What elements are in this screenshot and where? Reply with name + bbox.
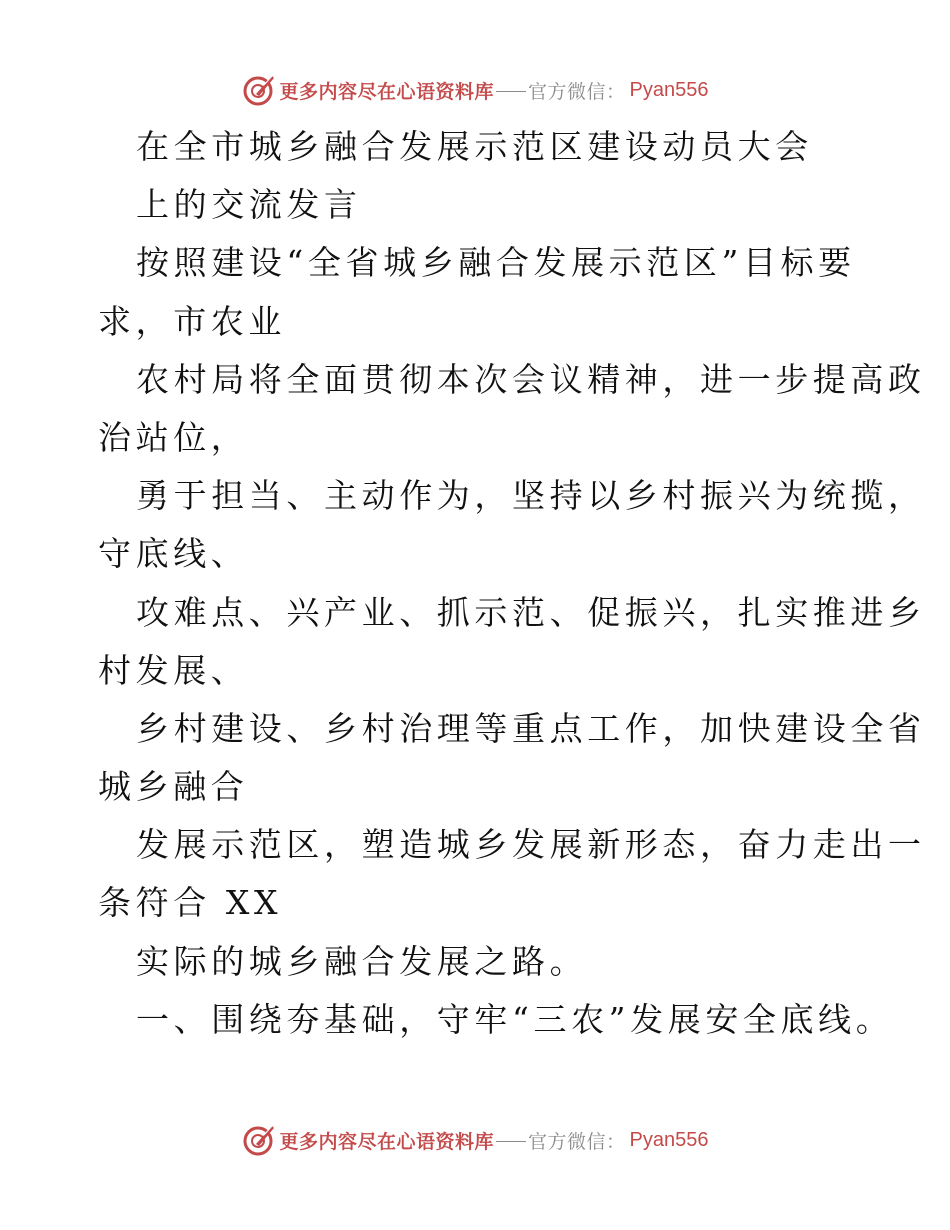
- text-line: 实际的城乡融合发展之路。: [136, 941, 588, 981]
- wechat-label: 官方微信：: [528, 80, 626, 103]
- text-line: 村发展、: [98, 650, 249, 690]
- text-line: 勇于担当、主动作为，坚持以乡村振兴为统揽，: [136, 476, 926, 516]
- brand-text: 更多内容尽在心语资料库: [279, 80, 495, 103]
- text-line: 乡村建设、乡村治理等重点工作，加快建设全省: [136, 708, 926, 748]
- text-line: 农村局将全面贯彻本次会议精神，进一步提高政: [136, 359, 926, 399]
- wechat-id: Pyan556: [629, 78, 709, 101]
- banner-dash: [496, 91, 526, 92]
- text-line: 治站位，: [98, 417, 249, 457]
- brand-text: 更多内容尽在心语资料库: [279, 1130, 495, 1153]
- text-line: 上的交流发言: [136, 185, 362, 225]
- header-banner: [0, 70, 950, 110]
- document-body: [98, 118, 926, 1049]
- text-line: 攻难点、兴产业、抓示范、促振兴，扎实推进乡: [136, 592, 926, 632]
- text-line: 求，市农业: [98, 301, 286, 341]
- quill-pen-logo-icon: [242, 1123, 276, 1157]
- text-line: 一、围绕夯基础，守牢“三农”发展安全底线。: [136, 999, 894, 1039]
- text-line: 在全市城乡融合发展示范区建设动员大会: [136, 127, 813, 166]
- wechat-id: Pyan556: [629, 1128, 709, 1151]
- wechat-label: 官方微信：: [528, 1130, 626, 1153]
- text-line: 按照建设“全省城乡融合发展示范区”目标要: [136, 243, 856, 283]
- text-line: 发展示范区，塑造城乡发展新形态，奋力走出一: [136, 825, 926, 865]
- footer-banner: [0, 1120, 950, 1160]
- text-line: 守底线、: [98, 534, 249, 574]
- quill-pen-logo-icon: [242, 73, 276, 107]
- banner-dash: [496, 1141, 526, 1142]
- text-line: 条符合 XX: [98, 883, 283, 923]
- text-line: 城乡融合: [98, 767, 249, 807]
